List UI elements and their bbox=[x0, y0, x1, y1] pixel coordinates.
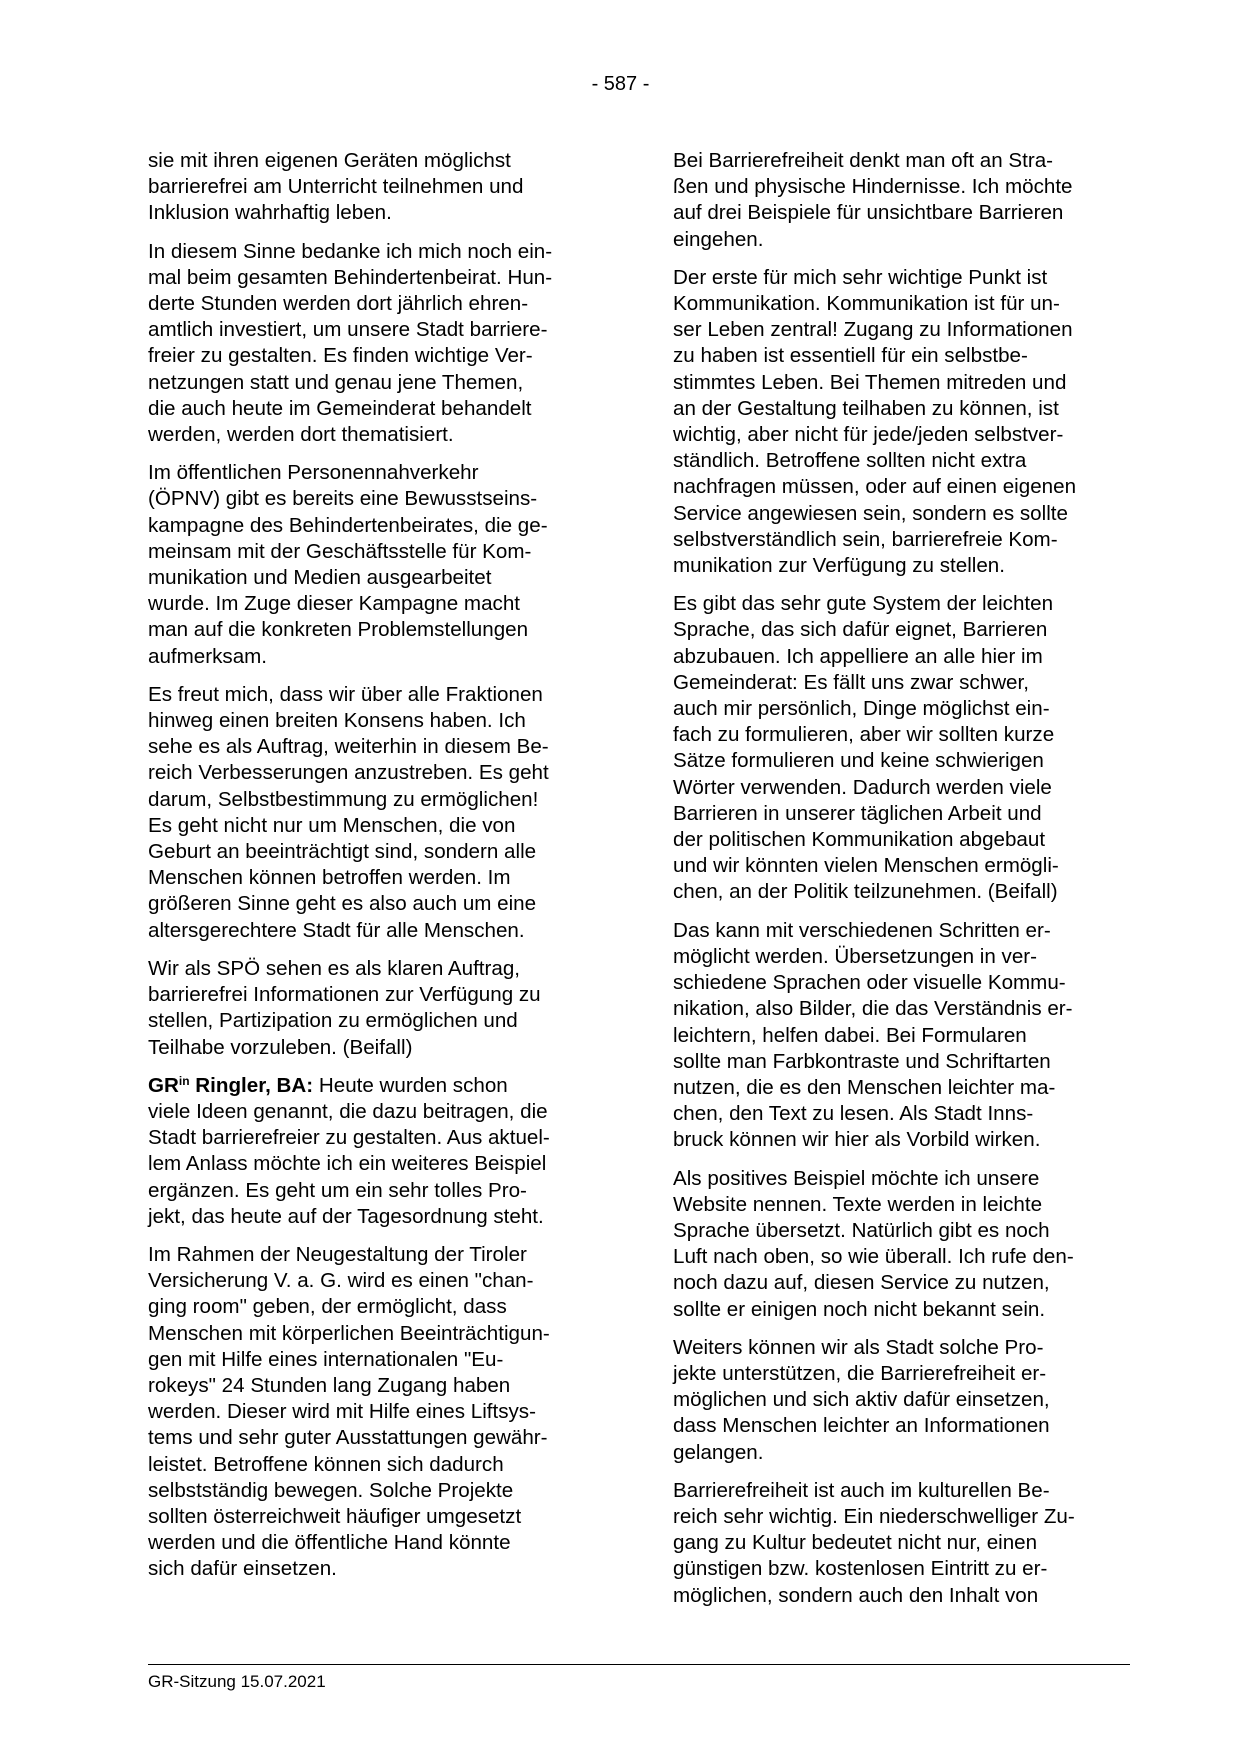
text-line: Barrierefreiheit ist auch im kulturellen Be- bbox=[673, 1478, 1050, 1502]
text-line: ständlich. Betroffene sollten nicht extra bbox=[673, 449, 1027, 473]
text-line: Im öffentlichen Personennahverkehr bbox=[148, 461, 479, 485]
text-line: darum, Selbstbestimmung zu ermöglichen! bbox=[148, 787, 539, 811]
text-line: sollten österreichweit häufiger umgesetzt bbox=[148, 1504, 522, 1528]
text-line: hinweg einen breiten Konsens haben. Ich bbox=[148, 709, 526, 733]
text-line: sich dafür einsetzen. bbox=[148, 1557, 337, 1581]
text-line: gelangen. bbox=[673, 1440, 764, 1464]
speaker-name bbox=[148, 1074, 313, 1097]
paragraph bbox=[148, 682, 604, 944]
text-line: Im Rahmen der Neugestaltung der Tiroler bbox=[148, 1242, 527, 1266]
text-line: gen mit Hilfe eines internationalen "Eu- bbox=[148, 1347, 504, 1371]
text-line: chen, an der Politik teilzunehmen. (Beifall) bbox=[673, 880, 1058, 904]
text-line: möglichen und sich aktiv dafür einsetzen, bbox=[673, 1388, 1050, 1412]
text-line: meinsam mit der Geschäftsstelle für Kom- bbox=[148, 539, 532, 563]
text-line: selbstständig bewegen. Solche Projekte bbox=[148, 1478, 514, 1502]
text-line: Website nennen. Texte werden in leichte bbox=[673, 1192, 1043, 1216]
text-line: wichtig, aber nicht für jede/jeden selbstver- bbox=[673, 423, 1064, 447]
paragraph bbox=[148, 956, 604, 1061]
text-line: wurde. Im Zuge dieser Kampagne macht bbox=[148, 592, 521, 616]
text-line: Der erste für mich sehr wichtige Punkt ist bbox=[673, 265, 1048, 289]
left-paragraphs bbox=[148, 148, 604, 1061]
text-line: ßen und physische Hindernisse. Ich möchte bbox=[673, 175, 1073, 199]
text-line: Service angewiesen sein, sondern es sollte bbox=[673, 501, 1068, 525]
text-line: rokeys" 24 Stunden lang Zugang haben bbox=[148, 1373, 511, 1397]
text-line: möglichen, sondern auch den Inhalt von bbox=[673, 1583, 1039, 1607]
text-line: die auch heute im Gemeinderat behandelt bbox=[148, 396, 532, 420]
text-line: munikation und Medien ausgearbeitet bbox=[148, 566, 492, 590]
text-line: Menschen können betroffen werden. Im bbox=[148, 866, 511, 890]
text-line: Menschen mit körperlichen Beeinträchtigun- bbox=[148, 1321, 550, 1345]
right-paragraphs bbox=[673, 148, 1129, 1609]
text-line: barrierefrei Informationen zur Verfügung zu bbox=[148, 983, 541, 1007]
text-line: sehe es als Auftrag, weiterhin in diesem Be- bbox=[148, 735, 549, 759]
paragraph bbox=[148, 148, 604, 227]
text-line: stellen, Partizipation zu ermöglichen und bbox=[148, 1009, 518, 1033]
text-line: jekte unterstützen, die Barrierefreiheit er- bbox=[673, 1361, 1047, 1385]
paragraph bbox=[673, 591, 1129, 905]
text-line: noch dazu auf, diesen Service zu nutzen, bbox=[673, 1271, 1050, 1295]
text-line: bruck können wir hier als Vorbild wirken. bbox=[673, 1128, 1041, 1152]
text-line: reich sehr wichtig. Ein niederschwelliger Zu- bbox=[673, 1504, 1075, 1528]
text-line: ergänzen. Es geht um ein sehr tolles Pro- bbox=[148, 1178, 527, 1202]
text-line: und wir könnten vielen Menschen ermögli- bbox=[673, 854, 1059, 878]
paragraph bbox=[673, 1478, 1129, 1609]
text-line: stimmtes Leben. Bei Themen mitreden und bbox=[673, 370, 1067, 394]
text-line: auf drei Beispiele für unsichtbare Barrieren bbox=[673, 201, 1064, 225]
text-line: günstigen bzw. kostenlosen Eintritt zu er- bbox=[673, 1557, 1048, 1581]
text-line: zu haben ist essentiell für ein selbstbe- bbox=[673, 344, 1028, 368]
text-line: derte Stunden werden dort jährlich ehren- bbox=[148, 292, 529, 316]
text-line: Weiters können wir als Stadt solche Pro- bbox=[673, 1335, 1044, 1359]
text-line: leichtern, helfen dabei. Bei Formularen bbox=[673, 1023, 1027, 1047]
paragraph bbox=[148, 239, 604, 449]
paragraph bbox=[673, 918, 1129, 1154]
text-line: chen, den Text zu lesen. Als Stadt Inns- bbox=[673, 1102, 1034, 1126]
footer-divider bbox=[148, 1664, 1130, 1665]
text-line: freier zu gestalten. Es finden wichtige Ver- bbox=[148, 344, 533, 368]
text-line: Sätze formulieren und keine schwierigen bbox=[673, 749, 1044, 773]
speaker-lines bbox=[148, 1100, 550, 1228]
text-line: werden. Dieser wird mit Hilfe eines Liftsys- bbox=[148, 1400, 536, 1424]
text-line: amtlich investiert, um unsere Stadt barriere- bbox=[148, 318, 548, 342]
text-line: auch mir persönlich, Dinge möglichst ein- bbox=[673, 697, 1050, 721]
text-line: sollte er einigen noch nicht bekannt sein. bbox=[673, 1297, 1046, 1321]
text-line: Geburt an beeinträchtigt sind, sondern alle bbox=[148, 840, 537, 864]
text-line: leistet. Betroffene können sich dadurch bbox=[148, 1452, 504, 1476]
text-line: Teilhabe vorzuleben. (Beifall) bbox=[148, 1035, 413, 1059]
text-line: jekt, das heute auf der Tagesordnung steht. bbox=[148, 1204, 544, 1228]
text-line: altersgerechtere Stadt für alle Menschen. bbox=[148, 918, 525, 942]
text-line: Sprache, das sich dafür eignet, Barrieren bbox=[673, 618, 1048, 642]
text-line: an der Gestaltung teilhaben zu können, ist bbox=[673, 396, 1059, 420]
text-line: schiedene Sprachen oder visuelle Kommu- bbox=[673, 971, 1066, 995]
text-line: Es gibt das sehr gute System der leichten bbox=[673, 592, 1054, 616]
text-line: Es freut mich, dass wir über alle Fraktionen bbox=[148, 682, 543, 706]
text-line: werden, werden dort thematisiert. bbox=[148, 423, 454, 447]
text-line: ser Leben zentral! Zugang zu Informationen bbox=[673, 318, 1073, 342]
text-line: größeren Sinne geht es also auch um eine bbox=[148, 892, 537, 916]
text-line: Sprache übersetzt. Natürlich gibt es noch bbox=[673, 1218, 1050, 1242]
right-column bbox=[673, 148, 1129, 1621]
text-line: möglicht werden. Übersetzungen in ver- bbox=[673, 944, 1038, 968]
text-line: munikation zur Verfügung zu stellen. bbox=[673, 554, 1005, 578]
text-line: Bei Barrierefreiheit denkt man oft an Stra- bbox=[673, 149, 1054, 172]
text-line: viele Ideen genannt, die dazu beitragen, die bbox=[148, 1099, 548, 1123]
text-line: Es geht nicht nur um Menschen, die von bbox=[148, 813, 516, 837]
text-line: Kommunikation. Kommunikation ist für un- bbox=[673, 292, 1060, 316]
text-line: Versicherung V. a. G. wird es einen "chan- bbox=[148, 1269, 534, 1293]
text-line: kampagne des Behindertenbeirates, die ge- bbox=[148, 513, 548, 537]
text-line: lem Anlass möchte ich ein weiteres Beispiel bbox=[148, 1152, 547, 1176]
text-line: Barrieren in unserer täglichen Arbeit und bbox=[673, 801, 1042, 825]
speaker-first-line: Heute wurden schon bbox=[313, 1073, 508, 1097]
text-line: tems und sehr guter Ausstattungen gewähr- bbox=[148, 1426, 548, 1450]
left-paragraphs-after bbox=[148, 1242, 604, 1583]
text-line: netzungen statt und genau jene Themen, bbox=[148, 370, 524, 394]
text-line: mal beim gesamten Behindertenbeirat. Hun- bbox=[148, 265, 553, 289]
text-line: In diesem Sinne bedanke ich mich noch ein- bbox=[148, 239, 553, 263]
paragraph bbox=[673, 148, 1129, 253]
text-line: gang zu Kultur bedeutet nicht nur, einen bbox=[673, 1531, 1038, 1555]
text-line: dass Menschen leichter an Informationen bbox=[673, 1414, 1050, 1438]
text-line: werden und die öffentliche Hand könnte bbox=[148, 1531, 511, 1555]
text-line: Wir als SPÖ sehen es als klaren Auftrag, bbox=[148, 956, 520, 980]
text-line: fach zu formulieren, aber wir sollten kurze bbox=[673, 723, 1055, 747]
text-line: nachfragen müssen, oder auf einen eigenen bbox=[673, 475, 1077, 499]
text-line: Wörter verwenden. Dadurch werden viele bbox=[673, 775, 1052, 799]
paragraph bbox=[673, 1335, 1129, 1466]
speaker-paragraph bbox=[148, 1073, 604, 1230]
text-line: sie mit ihren eigenen Geräten möglichst bbox=[148, 149, 511, 172]
text-line: aufmerksam. bbox=[148, 644, 268, 668]
text-line: nutzen, die es den Menschen leichter ma- bbox=[673, 1075, 1056, 1099]
text-line: Als positives Beispiel möchte ich unsere bbox=[673, 1166, 1040, 1190]
text-line: Gemeinderat: Es fällt uns zwar schwer, bbox=[673, 670, 1029, 694]
speaker-prefix: GR bbox=[148, 1073, 179, 1097]
text-line: sollte man Farbkontraste und Schriftarten bbox=[673, 1049, 1051, 1073]
text-line: nikation, also Bilder, die das Verständnis er- bbox=[673, 997, 1073, 1021]
text-line: eingehen. bbox=[673, 227, 764, 251]
text-line: man auf die konkreten Problemstellungen bbox=[148, 618, 529, 642]
paragraph bbox=[148, 1242, 604, 1583]
text-line: barrierefrei am Unterricht teilnehmen und bbox=[148, 175, 524, 199]
text-line: reich Verbesserungen anzustreben. Es geht bbox=[148, 761, 549, 785]
page-number: - 587 - bbox=[591, 73, 650, 95]
paragraph bbox=[148, 460, 604, 670]
paragraph bbox=[673, 265, 1129, 579]
footer-text: GR-Sitzung 15.07.2021 bbox=[148, 1672, 326, 1691]
speaker-superscript: in bbox=[178, 1073, 190, 1088]
left-column bbox=[148, 148, 604, 1595]
speaker-surname: Ringler, BA: bbox=[189, 1073, 314, 1097]
text-line: abzubauen. Ich appelliere an alle hier im bbox=[673, 644, 1043, 668]
text-line: Inklusion wahrhaftig leben. bbox=[148, 201, 392, 225]
text-line: Stadt barrierefreier zu gestalten. Aus aktuel- bbox=[148, 1126, 550, 1150]
text-line: (ÖPNV) gibt es bereits eine Bewusstseins- bbox=[148, 487, 538, 511]
text-line: selbstverständlich sein, barrierefreie Kom- bbox=[673, 527, 1058, 551]
text-line: der politischen Kommunikation abgebaut bbox=[673, 828, 1046, 852]
paragraph bbox=[673, 1166, 1129, 1323]
text-line: Das kann mit verschiedenen Schritten er- bbox=[673, 918, 1051, 942]
text-line: Luft nach oben, so wie überall. Ich rufe den- bbox=[673, 1245, 1074, 1269]
text-line: ging room" geben, der ermöglicht, dass bbox=[148, 1295, 507, 1319]
